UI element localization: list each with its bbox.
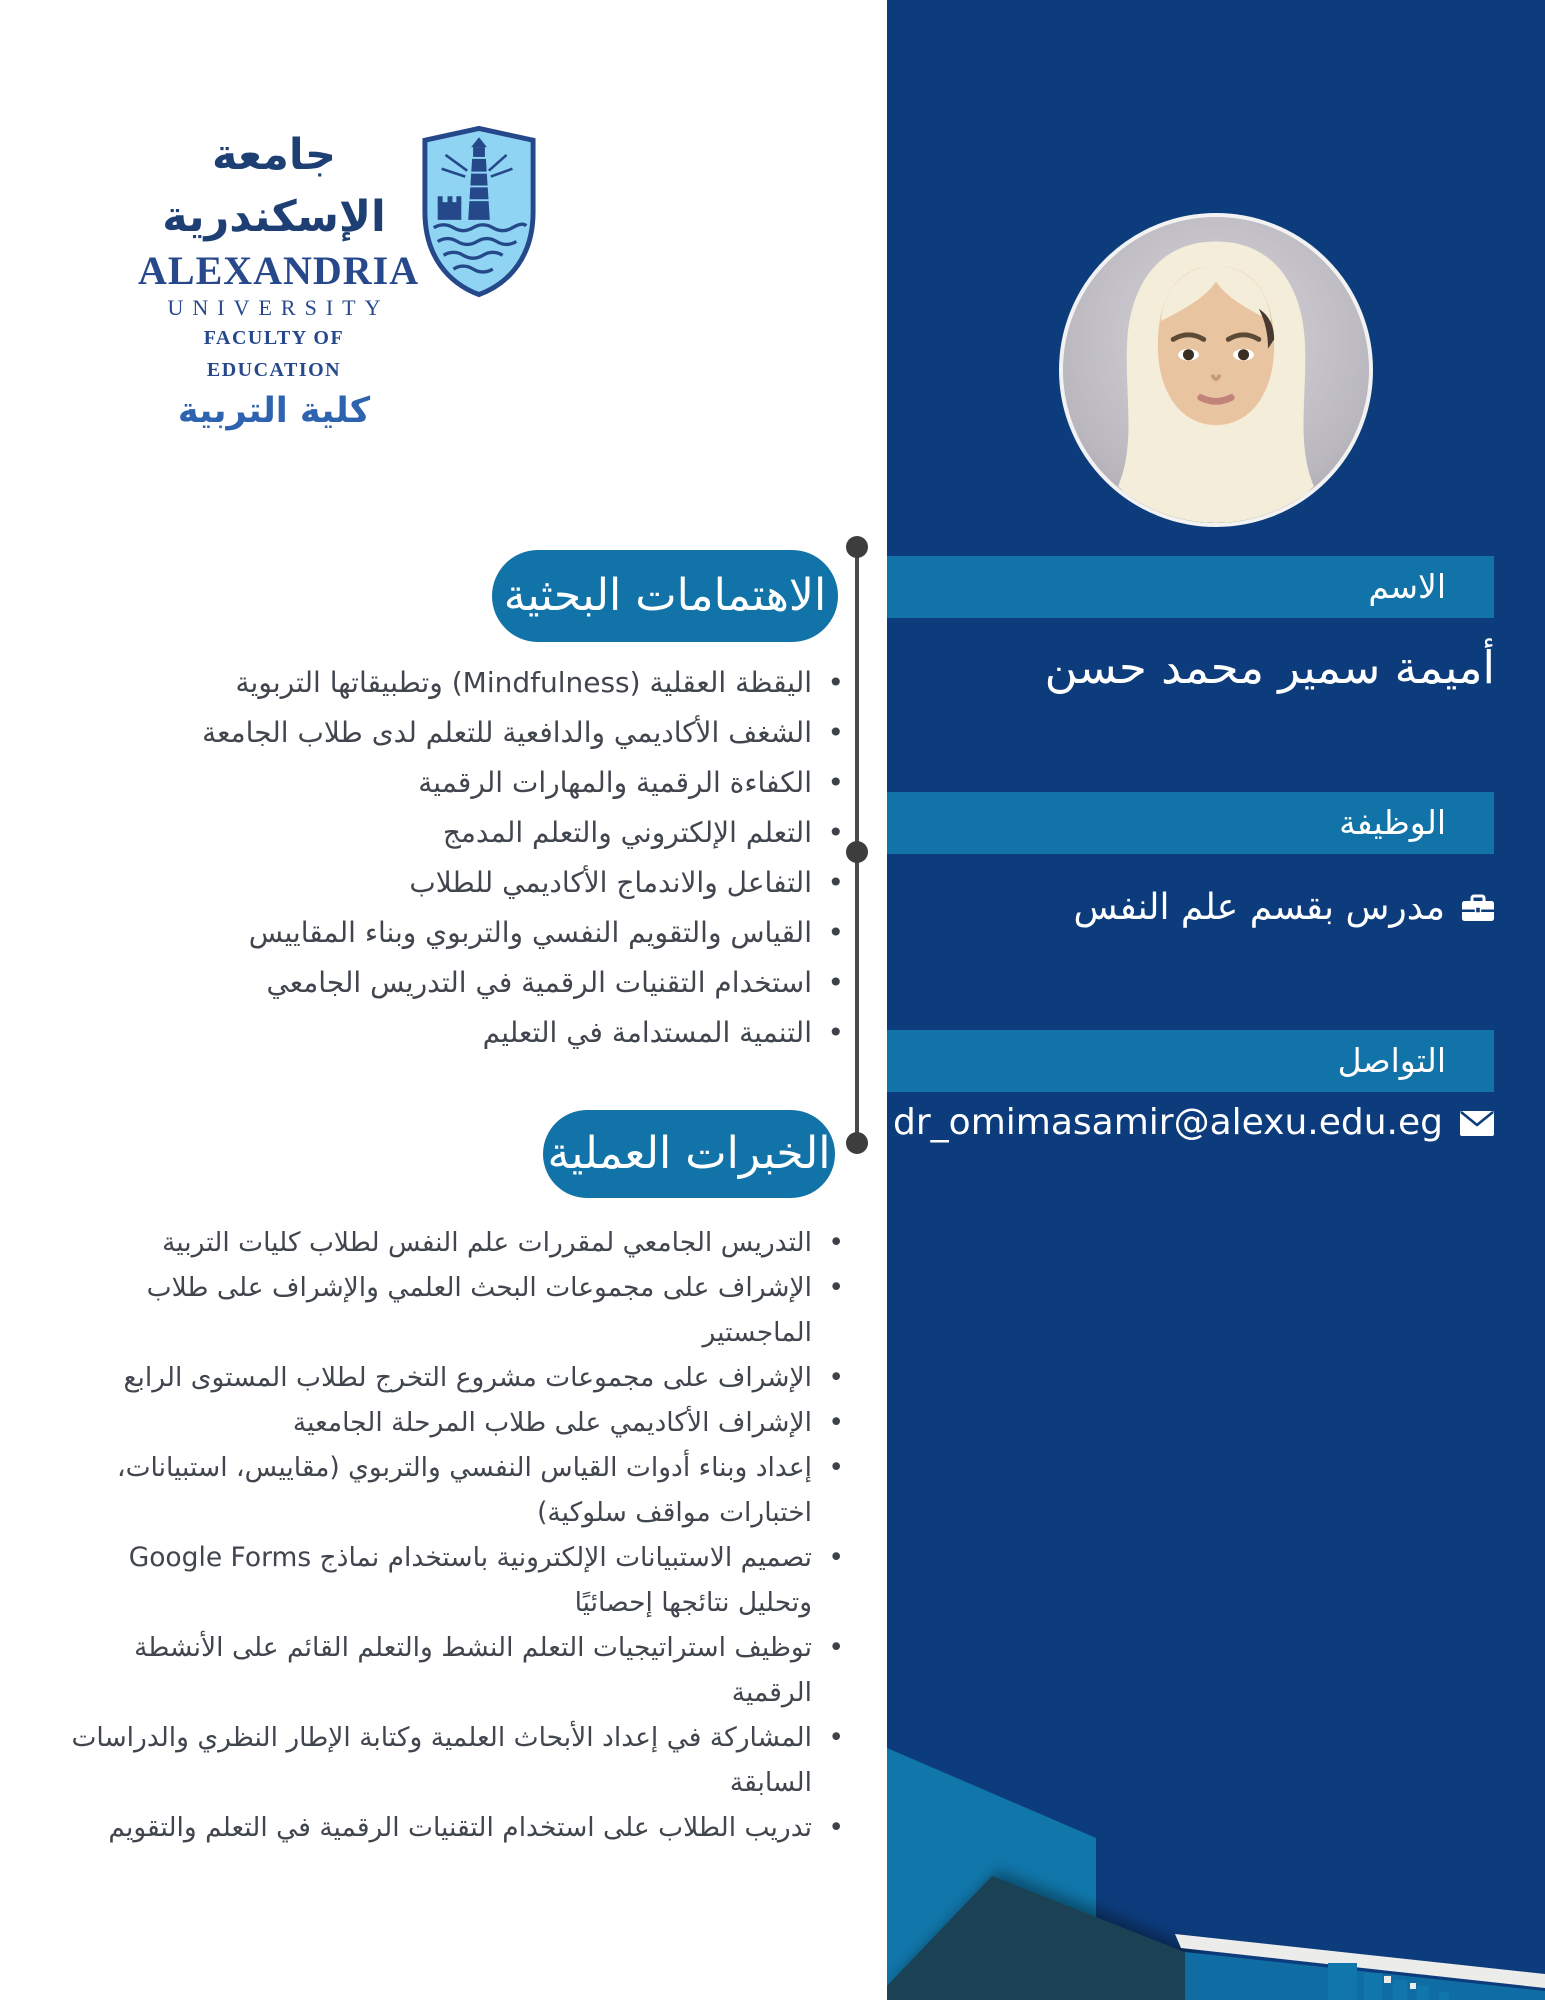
profile-panel — [887, 0, 1545, 2000]
section-title-research-interests: الاهتمامات البحثية — [492, 550, 838, 642]
list-item: • استخدام التقنيات الرقمية في التدريس الجامعي — [70, 958, 848, 1008]
name-value: أميمة سمير محمد حسن — [1044, 641, 1495, 694]
list-item: • اليقظة العقلية (Mindfulness) وتطبيقاتها التربوية — [70, 658, 848, 708]
timeline-dot — [846, 841, 868, 863]
list-item: • القياس والتقويم النفسي والتربوي وبناء المقاييس — [70, 908, 848, 958]
list-item: • تدريب الطلاب على استخدام التقنيات الرقمية في التعلم والتقويم — [55, 1805, 848, 1850]
contact-row — [893, 1096, 1495, 1150]
job-section-header: الوظيفة — [887, 792, 1494, 854]
list-item: • التدريس الجامعي لمقررات علم النفس لطلاب كليات التربية — [55, 1220, 848, 1265]
faculty-name-arabic: كلية التربية — [177, 391, 371, 431]
lighthouse-shield-icon — [420, 124, 538, 304]
contact-section-header: التواصل — [887, 1030, 1494, 1092]
list-item: • التنمية المستدامة في التعليم — [70, 1008, 848, 1058]
timeline-dot — [846, 1132, 868, 1154]
university-name-arabic: جامعة الإسكندرية — [162, 130, 386, 242]
research-interests-list — [70, 658, 848, 1058]
name-section-header: الاسم — [887, 556, 1494, 618]
faculty-name: FACULTY OF EDUCATION — [203, 327, 345, 381]
list-item: • المشاركة في إعداد الأبحاث العلمية وكتابة الإطار النظري والدراسات السابقة — [55, 1715, 848, 1805]
list-item: • الإشراف على مجموعات البحث العلمي والإشراف على طلاب الماجستير — [55, 1265, 848, 1355]
list-item: • الإشراف على مجموعات مشروع التخرج لطلاب المستوى الرابع — [55, 1355, 848, 1400]
section-title-work-experience: الخبرات العملية — [543, 1110, 835, 1198]
university-logo — [138, 124, 538, 436]
university-name-line2: UNIVERSITY — [167, 295, 390, 320]
briefcase-icon — [1461, 893, 1495, 923]
avatar — [1059, 213, 1373, 527]
list-item: • الشغف الأكاديمي والدافعية للتعلم لدى طلاب الجامعة — [70, 708, 848, 758]
geometric-decoration — [887, 1670, 1545, 2000]
university-logo-text — [138, 124, 420, 436]
timeline-dot — [846, 536, 868, 558]
portrait-photo-illustration — [1063, 217, 1369, 523]
list-item: • إعداد وبناء أدوات القياس النفسي والتربوي (مقاييس، استبيانات، اختبارات مواقف سلوكية) — [55, 1445, 848, 1535]
job-row — [1074, 880, 1495, 936]
list-item: • التعلم الإلكتروني والتعلم المدمج — [70, 808, 848, 858]
list-item: • الكفاءة الرقمية والمهارات الرقمية — [70, 758, 848, 808]
envelope-icon — [1459, 1110, 1495, 1137]
list-item: • تصميم الاستبيانات الإلكترونية باستخدام نماذج Google Forms وتحليل نتائجها إحصائيًا — [55, 1535, 848, 1625]
list-item: • التفاعل والاندماج الأكاديمي للطلاب — [70, 858, 848, 908]
work-experience-list — [55, 1220, 848, 1850]
email-value[interactable]: dr_omimasamir@alexu.edu.eg — [893, 1102, 1443, 1143]
list-item: • الإشراف الأكاديمي على طلاب المرحلة الجامعية — [55, 1400, 848, 1445]
job-title-value: مدرس بقسم علم النفس — [1073, 887, 1445, 928]
list-item: • توظيف استراتيجيات التعلم النشط والتعلم القائم على الأنشطة الرقمية — [55, 1625, 848, 1715]
university-name-line1: ALEXANDRIA — [138, 248, 420, 293]
